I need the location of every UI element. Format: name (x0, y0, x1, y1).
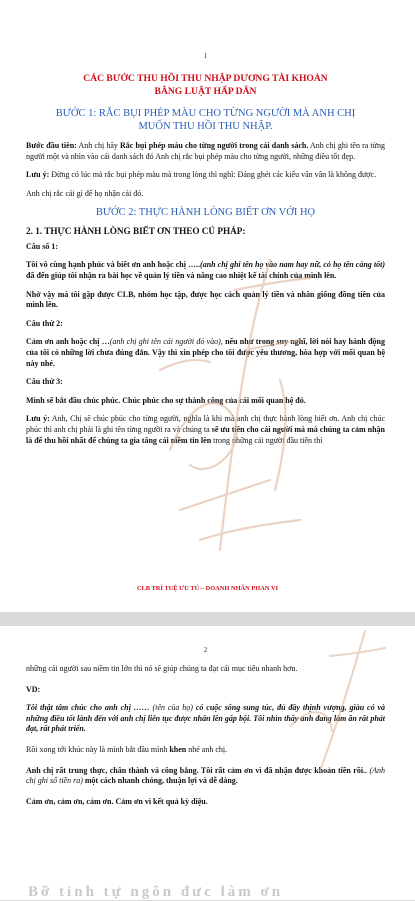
title-line-1: CÁC BƯỚC THU HỒI THU NHẬP DƯƠNG TÀI KHOẢN (83, 73, 328, 84)
step-1-heading (26, 108, 385, 133)
question-2-label: Câu thứ 2: (26, 318, 63, 328)
example-label: VD: (26, 684, 41, 694)
section-2-1-heading: 2. 1. THỰC HÀNH LÒNG BIẾT ƠN THEO CÚ PHÁP: (26, 225, 246, 236)
text-bold: đã đến giúp tôi nhận ra bài học về quản lý tiền và nâng cao nhiệt kế tài chính của mình lên. (26, 271, 337, 281)
page-number: 1 (203, 52, 208, 60)
paragraph-first-step (26, 141, 385, 162)
question-2-text (26, 337, 385, 369)
text-italic: (tên của họ) (149, 703, 193, 713)
partial-next-line: Bỡ tỉnh tự ngôn đưc làm ơn (28, 884, 284, 900)
text-bold: sẽ ưu tiên cho cái người mà mà chúng ta cảm nhận là để thu hồi nhất để chúng ta gia tăng cái niềm tin lên (26, 425, 385, 445)
question-1-followup: Nhờ vậy mà tôi gặp được CLB, nhóm học tập, được học cách quản lý tiền và nhân giống đồng tiền của mình lên. (26, 289, 385, 310)
label-note: Lưu ý: (26, 414, 50, 424)
text-bold: nếu như trong suy nghĩ, lời nói hay hành động của tôi có những lời chưa đúng đắn. Vậy thì xin phép cho tôi được yêu thương, hòa hợp với mối quan hệ này nhé. (26, 337, 385, 368)
text-bold: Tôi vô cùng hạnh phúc và biết ơn anh hoặc chị ….. (26, 260, 201, 270)
text-italic: (anh chị ghi tên cái người đó vào), (109, 337, 223, 347)
question-1-label: Câu số 1: (26, 241, 59, 251)
label-note: Lưu ý: (26, 170, 50, 180)
document-page-2 (0, 626, 415, 900)
step-1-line-2: MUỐN THU HỒI THU NHẬP. (138, 120, 273, 132)
text-bold: Cảm ơn anh hoặc chị … (26, 337, 110, 347)
step-1-line-1: BƯỚC 1: RẮC BỤI PHÉP MÀU CHO TỪNG NGƯỜI MÀ ANH CHỊ (55, 108, 356, 119)
document-title (26, 73, 385, 98)
text-italic: (anh chị ghi tên họ vào nam hay nữ, có họ tên càng tốt) (200, 260, 385, 270)
paragraph-gratitude: Cảm ơn, cảm ơn, cảm ơn. Cảm ơn vì kết quả kỳ diệu. (26, 796, 208, 806)
question-1-text (26, 260, 385, 281)
text-italic: (Anh chị ghi số tiền ra) (26, 765, 385, 786)
text-bold: Rắc bụi phép màu cho từng người trong cái danh sách. (120, 141, 309, 150)
title-line-2: BẰNG LUẬT HẤP DẪN (154, 85, 257, 97)
text-bold: Anh chị rất trung thực, chân thành và công bằng. Tôi rất cảm ơn vì đã nhận được khoản tiền rồi.. (26, 765, 368, 775)
text: Anh chị hãy (76, 141, 121, 150)
text: trong những cái người đầu tiên thì (211, 435, 323, 445)
label-first-step: Bước đầu tiên: (26, 141, 77, 150)
page-number: 2 (203, 646, 208, 654)
text-bold-italic: có cuộc sống sung túc, đủ đầy thịnh vượng, giàu có và những điều tốt lành đến với anh chị liên tục được nhân lên gấp bội. Tôi nhìn thấy anh đang làm ăn rất phát đạt, rất phát triển. (26, 703, 385, 734)
paragraph-3: Anh chị rắc cái gì để họ nhận cái đó. (26, 188, 144, 198)
text: nhé anh chị. (186, 744, 228, 754)
step-2-heading: BƯỚC 2: THỰC HÀNH LÒNG BIẾT ƠN VỚI HỌ (95, 207, 316, 219)
paragraph-note-2 (26, 414, 385, 446)
question-3-text: Mình sẽ bắt đầu chúc phúc. Chúc phúc cho sự thành công của cái mối quan hệ đó. (26, 395, 306, 405)
text: Anh chị ghi tên ra từng người một và nhìn vào cái danh sách đó Anh chị rắc bụi phép màu cho từng người, những điều tốt đẹp. (26, 141, 385, 161)
text-bold: khen (169, 744, 187, 754)
paragraph-thanks (26, 766, 385, 787)
paragraph-praise (26, 745, 385, 756)
text-bold-italic: Tôi thật tâm chúc cho anh chị …… (26, 703, 150, 713)
text: Đừng có lúc mà rắc bụi phép màu mà trong lòng thì nghĩ: Đáng ghét các kiểu văn vân là không được. (49, 170, 377, 180)
page-footer: CLB TRÍ TUỆ ƯU TÚ – DOANH NHÂN PHAN VI (136, 585, 279, 592)
question-3-label: Câu thứ 3: (26, 377, 63, 387)
paragraph-note-1 (26, 170, 385, 181)
text-bold: một cách nhanh chóng, thuận lợi và dễ dàng. (82, 776, 238, 786)
text: Rồi xong tới khúc này là mình bắt đầu mình (26, 744, 170, 754)
text: Anh, Chị sẽ chúc phúc cho từng người, nghĩa là khi mà anh chị thực hành lòng biết ơn. Anh chị chúc phúc thì anh chị phải là ghi tên từng người ra và chúng ta (26, 414, 386, 434)
paragraph-continued: những cái người sau niềm tin lớn thì nó sẽ giúp chúng ta đạt cái mục tiêu nhanh hơn. (26, 664, 298, 673)
example-text (26, 703, 385, 735)
